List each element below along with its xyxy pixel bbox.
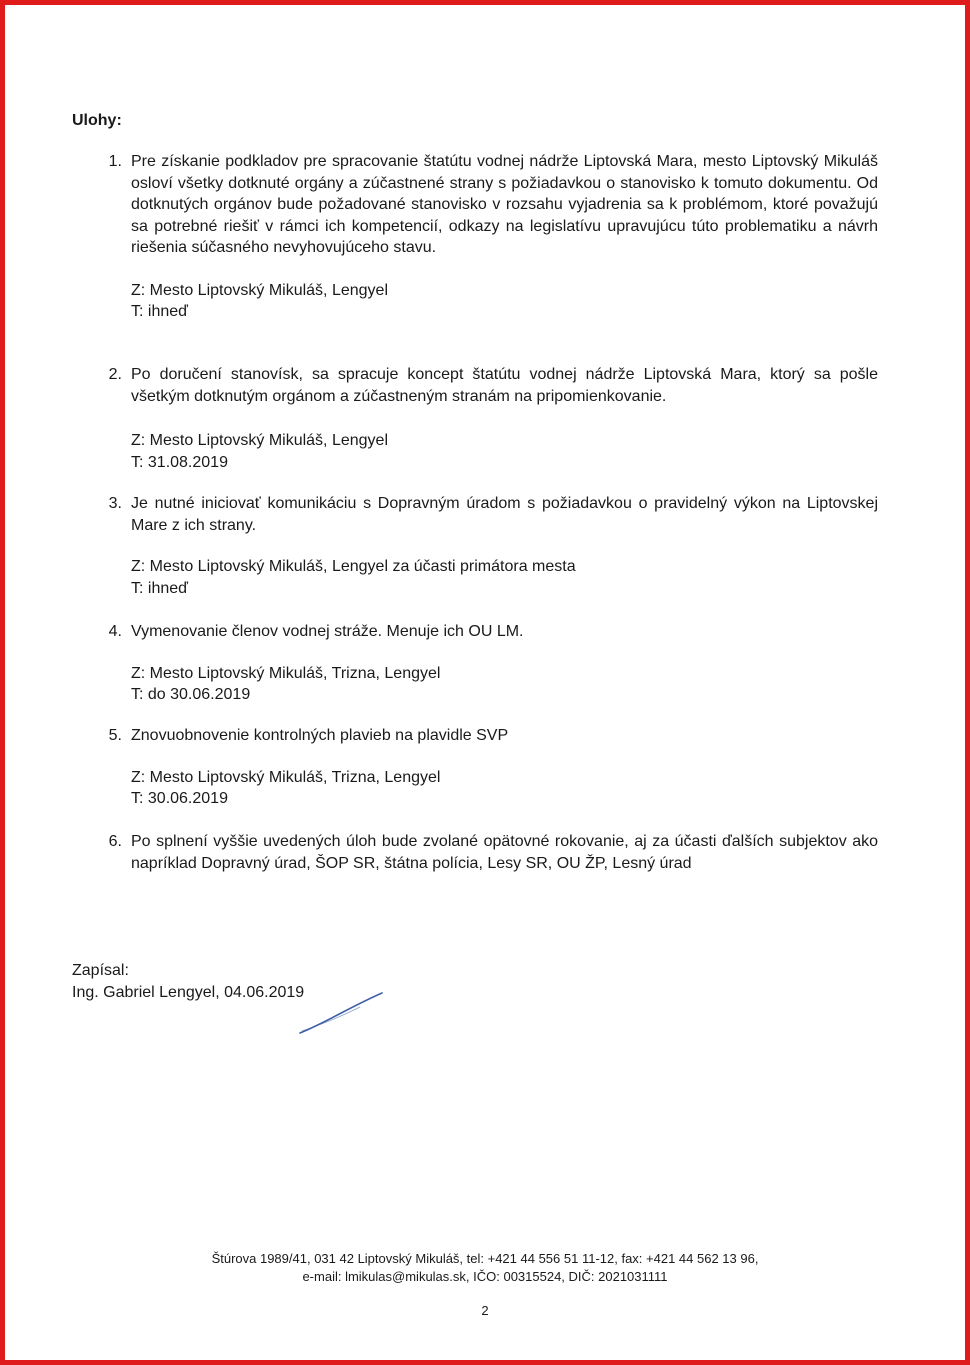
signoff-label: Zapísal:: [72, 962, 129, 979]
task-item-5: [96, 725, 878, 810]
task-responsible: Z: Mesto Liptovský Mikuláš, Lengyel: [131, 281, 388, 299]
task-number: 5.: [108, 727, 122, 744]
task-item-3: [96, 493, 878, 599]
page-number: 2: [481, 1303, 489, 1318]
task-text: Pre získanie podkladov pre spracovanie štatútu vodnej nádrže Liptovská Mara, mesto Liptovský Mikuláš osloví všetky dotknuté orgány a zúčastnené strany s požiadavkou o stanovisko k tomuto dokumentu. Od dotknutých orgánov bude požadované stanovisko v rozsahu vyjadrenia sa k problémom, ktoré považujú sa potrebné riešiť v rámci ich kompetencií, odkazy na legislatívu upravujúcu túto problematiku a návrh riešenia súčasného nevyhovujúceho stavu.: [131, 153, 878, 256]
footer-line-1: Štúrova 1989/41, 031 42 Liptovský Mikuláš, tel: +421 44 556 51 11-12, fax: +421 44 562 13 96,: [211, 1251, 759, 1266]
task-deadline: T: do 30.06.2019: [131, 686, 251, 703]
task-responsible: Z: Mesto Liptovský Mikuláš, Trizna, Lengyel: [131, 664, 441, 682]
task-responsible: Z: Mesto Liptovský Mikuláš, Trizna, Lengyel: [131, 768, 441, 786]
section-heading: Ulohy:: [72, 112, 122, 129]
task-number: 2.: [108, 366, 122, 383]
task-responsible: Z: Mesto Liptovský Mikuláš, Lengyel: [131, 432, 388, 449]
task-number: 1.: [108, 153, 122, 170]
task-deadline: T: ihneď: [131, 579, 188, 597]
task-item-4: [96, 621, 878, 706]
signoff-name: Ing. Gabriel Lengyel, 04.06.2019: [72, 984, 305, 1001]
task-deadline: T: 30.06.2019: [131, 790, 228, 807]
signoff-block: [72, 960, 304, 1004]
task-text: Vymenovanie členov vodnej stráže. Menuje ich OU LM.: [131, 623, 524, 640]
task-text: Po splnení vyššie uvedených úloh bude zvolané opätovné rokovanie, aj za účasti ďalších subjektov ako napríklad Dopravný úrad, ŠOP SR, štátna polícia, Lesy SR, OU ŽP, Lesný úrad: [131, 833, 878, 872]
task-text: Po doručení stanovísk, sa spracuje koncept štatútu vodnej nádrže Liptovská Mara, ktorý sa pošle všetkým dotknutým orgánom a zúčastneným stranám na pripomienkovanie.: [131, 366, 878, 405]
task-item-2: [96, 364, 878, 473]
footer-line-2: e-mail: lmikulas@mikulas.sk, IČO: 00315524, DIČ: 2021031111: [302, 1269, 668, 1284]
task-deadline: T: ihneď: [131, 303, 188, 320]
task-text: Znovuobnovenie kontrolných plavieb na plavidle SVP: [131, 727, 509, 744]
task-text: Je nutné iniciovať komunikáciu s Dopravným úradom s požiadavkou o pravidelný výkon na Liptovskej Mare z ich strany.: [131, 495, 878, 534]
task-item-6: [96, 831, 878, 874]
footer-address: [0, 1250, 970, 1286]
task-number: 4.: [108, 623, 122, 640]
signature-mark: [290, 985, 390, 1040]
task-deadline: T: 31.08.2019: [131, 453, 228, 471]
task-number: 6.: [108, 833, 122, 850]
task-item-1: [96, 151, 878, 323]
task-responsible: Z: Mesto Liptovský Mikuláš, Lengyel za účasti primátora mesta: [131, 558, 576, 575]
task-number: 3.: [108, 495, 122, 512]
